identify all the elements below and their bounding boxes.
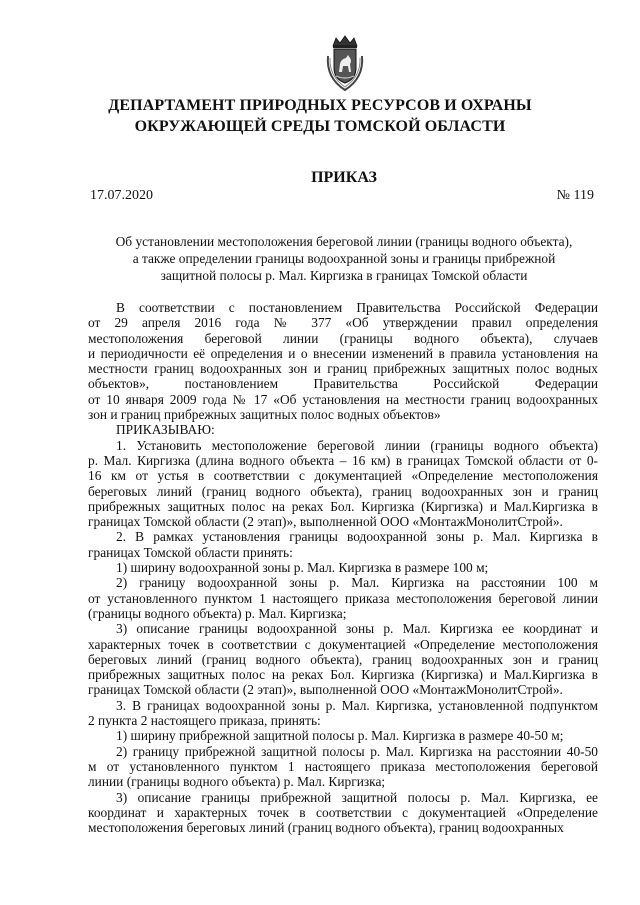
body-line: 1) ширину водоохранной зоны р. Мал. Киргизка в размере 100 м; <box>116 560 489 576</box>
body-line: 3. В границах водоохранной зоны р. Мал. Киргизка, установленной подпунктом <box>116 697 598 713</box>
body-line: р. Мал. Киргизка (длина водного объекта – 16 км) в границах Томской области от 0- <box>88 452 598 468</box>
order-directive: ПРИКАЗЫВАЮ: <box>116 422 215 438</box>
body-line: и периодичности её определения и о внесении изменений в правила установления на <box>88 345 598 361</box>
body-line: (границы водного объекта) р. Мал. Киргизка; <box>88 605 347 621</box>
subject-line: защитной полосы р. Мал. Киргизка в границах Томской области <box>160 268 528 283</box>
department-name-line1: ДЕПАРТАМЕНТ ПРИРОДНЫХ РЕСУРСОВ И ОХРАНЫ <box>108 97 532 114</box>
body-line: 16 км от устья в соответствии с документацией «Определение местоположения <box>88 468 598 484</box>
body-line: от 29 апреля 2016 года № 377 «Об утверждении правил определения <box>88 315 598 331</box>
body-line: местоположения береговых линий (границ водного объекта), границ водоохранных <box>88 820 564 836</box>
body-line: м от установленного пунктом 1 настоящего приказа местоположения береговой <box>88 758 598 774</box>
body-line: 1) ширину прибрежной защитной полосы р. Мал. Киргизка в размере 40-50 м; <box>116 728 564 744</box>
body-line: прибрежных защитных полос на реках Бол. Киргизка (Киргизка) и Мал.Киргизка в <box>88 498 598 514</box>
body-line: границах Томской области принять: <box>88 544 293 560</box>
body-line: 3) описание границы прибрежной защитной полосы р. Мал. Киргизка, ее <box>116 789 598 805</box>
body-line: береговых линий (границ водного объекта), границ водоохранных зон и границ <box>88 483 598 499</box>
body-line: границах Томской области (2 этап)», выполненной ООО «МонтажМонолитСтрой». <box>88 514 563 530</box>
department-name-line2: ОКРУЖАЮЩЕЙ СРЕДЫ ТОМСКОЙ ОБЛАСТИ <box>134 118 506 135</box>
body-line: береговых линий (границ водного объекта), границ водоохранных зон и границ <box>88 651 598 667</box>
order-subject <box>90 233 598 284</box>
body-line: от 10 января 2009 года № 17 «Об установления на местности границ водоохранных <box>88 391 598 407</box>
body-line: местности границ водоохранных зон и границ прибрежных защитных полос водных <box>88 361 598 377</box>
body-line: линии (границы водного объекта) р. Мал. Киргизка; <box>88 774 386 790</box>
body-line: 2) границу прибрежной защитной полосы р. Мал. Киргизка на расстоянии 40-50 <box>116 743 598 759</box>
body-line: зон и границ прибрежных защитных полос водных объектов» <box>88 407 441 423</box>
body-line: В соответствии с постановлением Правительства Российской Федерации <box>116 300 598 315</box>
order-body <box>88 300 598 835</box>
subject-line: а также определении границы водоохранной зоны и границы прибрежной <box>132 251 556 266</box>
order-title: ПРИКАЗ <box>311 169 377 186</box>
body-line: 3) описание границы водоохранной зоны р. Мал. Киргизка ее координат и <box>116 621 598 637</box>
subject-line: Об установлении местоположения береговой линии (границы водного объекта), <box>115 234 573 249</box>
order-date: 17.07.2020 <box>90 188 153 203</box>
order-number: № 119 <box>556 188 594 203</box>
body-line: прибрежных защитных полос на реках Бол. Киргизка (Киргизка) и Мал.Киргизка в <box>88 667 598 683</box>
body-line: 1. Установить местоположение береговой линии (границы водного объекта) <box>116 437 598 453</box>
body-line: границах Томской области (2 этап)», выполненной ООО «МонтажМонолитСтрой». <box>88 682 563 698</box>
body-line: характерных точек в соответствии с документацией «Определение местоположения <box>88 636 598 652</box>
body-line: местоположения береговой линии (границы водного объекта), случаев <box>88 330 598 346</box>
body-line: 2. В рамках установления границы водоохранной зоны р. Мал. Киргизка в <box>116 529 598 545</box>
body-line: объектов», постановлением Правительства Российской Федерации <box>88 376 598 392</box>
body-line: 2 пункта 2 настоящего приказа, принять: <box>88 713 321 729</box>
body-line: 2) границу водоохранной зоны р. Мал. Киргизка на расстоянии 100 м <box>116 575 598 591</box>
body-line: координат и характерных точек в соответствии с документацией «Определение <box>88 804 598 820</box>
body-line: от установленного пунктом 1 настоящего приказа местоположения береговой линии <box>88 590 598 606</box>
coat-of-arms-icon <box>324 34 366 92</box>
